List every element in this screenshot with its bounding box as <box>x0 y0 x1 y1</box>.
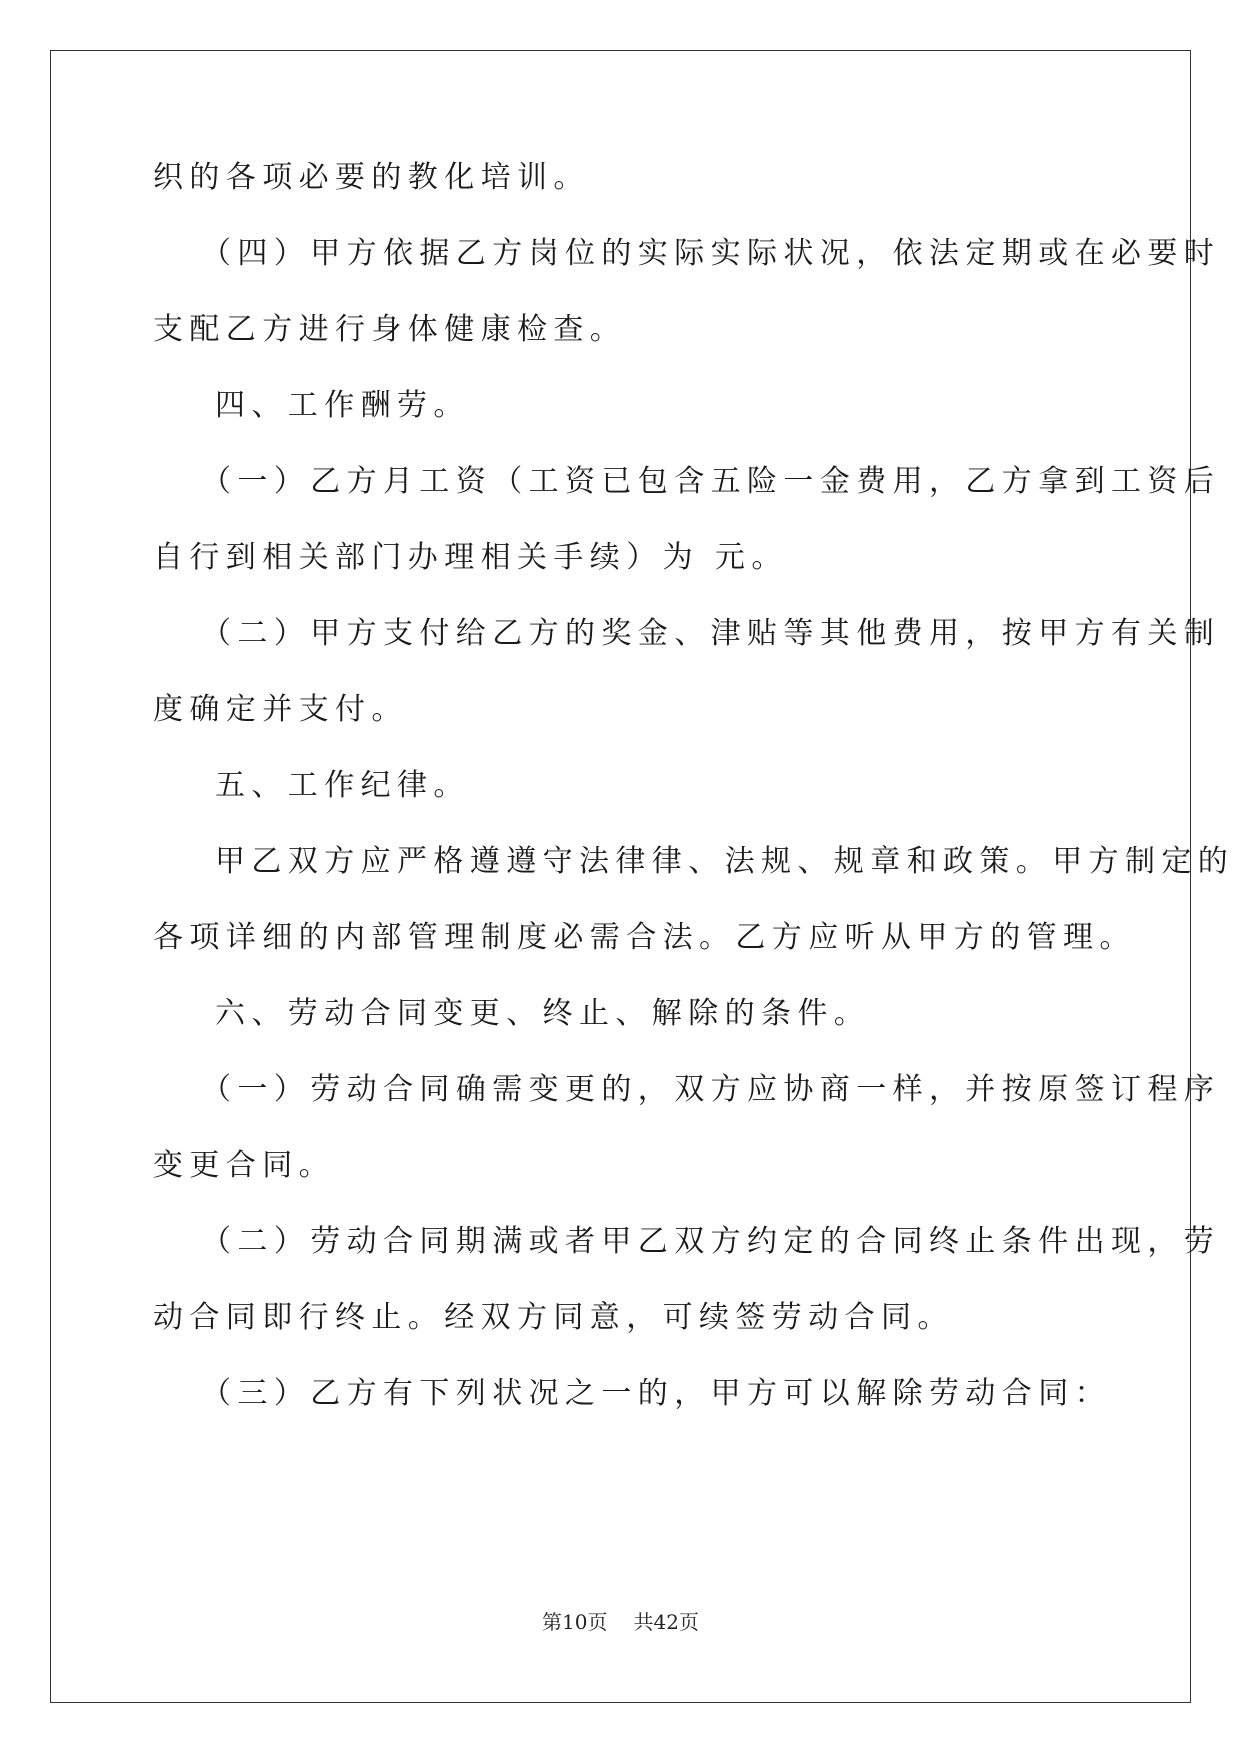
paragraph-line: 度确定并支付。 <box>153 692 408 727</box>
paragraph-line: 支配乙方进行身体健康检查。 <box>153 312 627 347</box>
page-total: 共42页 <box>633 1610 699 1634</box>
paragraph-line: （一）乙方月工资（工资已包含五险一金费用，乙方拿到工资后 <box>201 464 1221 499</box>
page-number: 第10页 <box>542 1610 608 1634</box>
section-heading: 四、工作酬劳。 <box>215 388 470 423</box>
paragraph-line: 自行到相关部门办理相关手续）为 元。 <box>153 540 788 575</box>
paragraph-line: （四）甲方依据乙方岗位的实际实际状况，依法定期或在必要时 <box>201 236 1221 271</box>
paragraph-line: （二）劳动合同期满或者甲乙双方约定的合同终止条件出现，劳 <box>201 1224 1221 1259</box>
paragraph-line: 动合同即行终止。经双方同意，可续签劳动合同。 <box>153 1300 954 1335</box>
paragraph-line: （三）乙方有下列状况之一的，甲方可以解除劳动合同： <box>201 1376 1111 1411</box>
paragraph-line: 各项详细的内部管理制度必需合法。乙方应听从甲方的管理。 <box>153 920 1136 955</box>
page-footer <box>0 1606 1241 1635</box>
section-heading: 五、工作纪律。 <box>215 768 470 803</box>
paragraph-line: 织的各项必要的教化培训。 <box>153 160 590 195</box>
paragraph-line: 变更合同。 <box>153 1148 335 1183</box>
paragraph-line: （二）甲方支付给乙方的奖金、津贴等其他费用，按甲方有关制 <box>201 616 1221 651</box>
section-heading: 六、劳动合同变更、终止、解除的条件。 <box>215 996 871 1031</box>
paragraph-line: （一）劳动合同确需变更的，双方应协商一样，并按原签订程序 <box>201 1072 1221 1107</box>
paragraph-line: 甲乙双方应严格遵遵守法律律、法规、规章和政策。甲方制定的 <box>215 844 1235 879</box>
